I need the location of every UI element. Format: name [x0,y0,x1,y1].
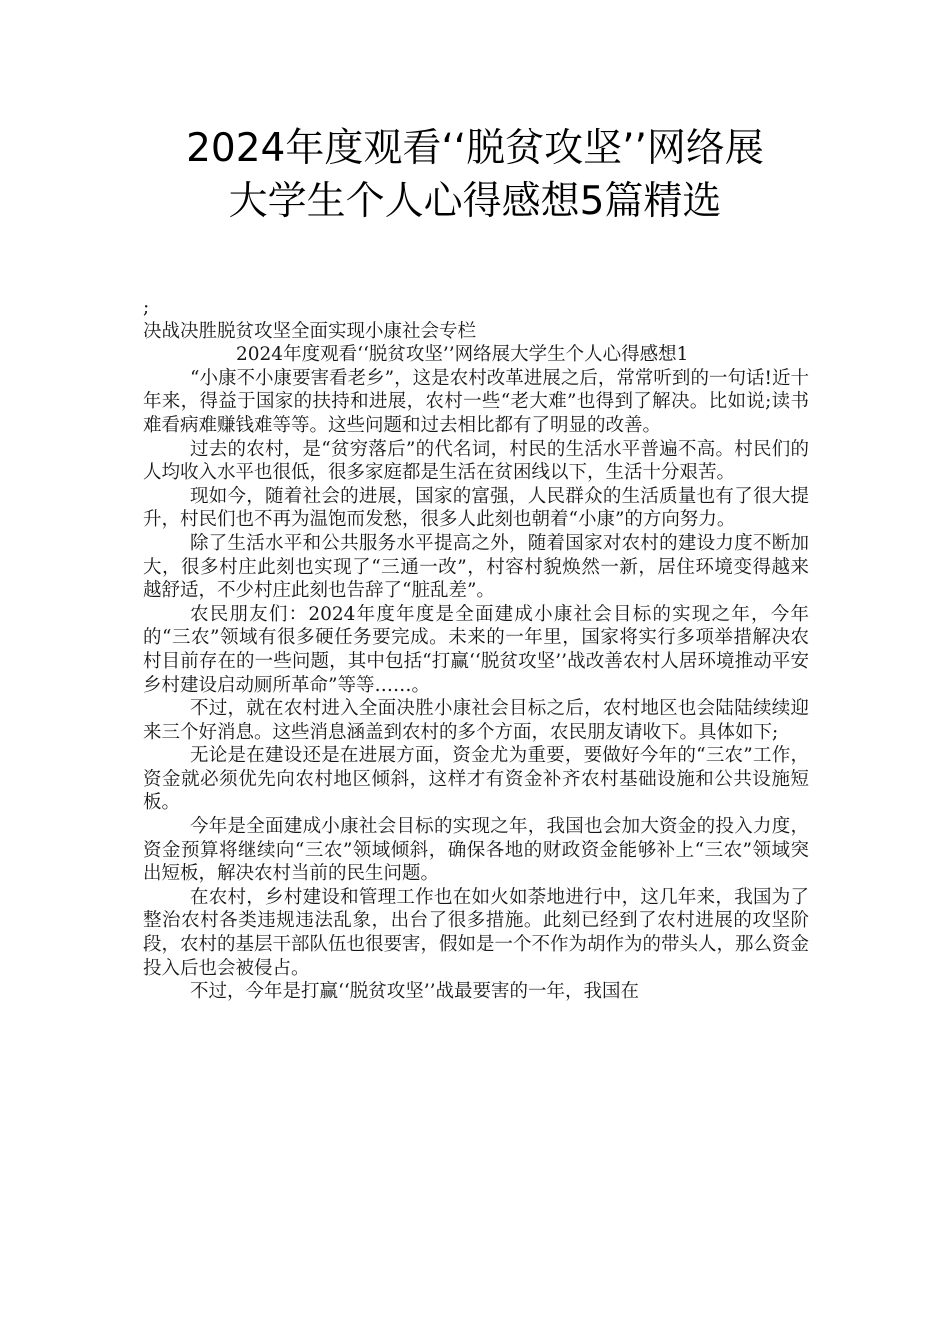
document-body [143,296,809,1004]
paragraph: 现如今，随着社会的进展，国家的富强，人民群众的生活质量也有了很大提升，村民们也不再为温饱而发愁，很多人此刻也朝着“小康”的方向努力。 [143,485,809,531]
paragraph: 过去的农村，是“贫穷落后”的代名词，村民的生活水平普遍不高。村民们的人均收入水平也很低，很多家庭都是生活在贫困线以下，生活十分艰苦。 [143,438,809,484]
paragraph: 农民朋友们：2024年度年度是全面建成小康社会目标的实现之年，今年的“三农”领域有很多硬任务要完成。未来的一年里，国家将实行多项举措解决农村目前存在的一些问题，其中包括“打赢‘‘脱贫攻坚’’战改善农村人居环境推动平安乡村建设启动厕所革命”等等……。 [143,603,809,696]
article-subtitle: 2024年度观看‘‘脱贫攻坚’’网络展大学生个人心得感想1 [236,344,689,366]
title-line-2: 大学生个人心得感想5篇精选 [228,179,722,224]
paragraph: “小康不小康要害看老乡”，这是农村改革进展之后，常常听到的一句话!近十年来，得益于国家的扶持和进展，农村一些“老大难”也得到了解决。比如说;读书难看病难赚钱难等等。这些问题和过去相比都有了明显的改善。 [143,367,809,436]
paragraph: 在农村，乡村建设和管理工作也在如火如荼地进行中，这几年来，我国为了整治农村各类违规违法乱象，出台了很多措施。此刻已经到了农村进展的攻坚阶段，农村的基层干部队伍也很要害，假如是一个不作为胡作为的带头人，那么资金投入后也会被侵占。 [143,886,810,979]
title-line-1: 2024年度观看‘‘脱贫攻坚’’网络展 [186,126,764,171]
paragraph: 不过，今年是打赢‘‘脱贫攻坚’’战最要害的一年，我国在 [190,981,640,1003]
document-title [120,122,830,228]
paragraph: 不过，就在农村进入全面决胜小康社会目标之后，农村地区也会陆陆续续迎来三个好消息。这些消息涵盖到农村的多个方面，农民朋友请收下。具体如下; [143,698,809,743]
section-marker: ; [143,297,150,318]
paragraph: 无论是在建设还是在进展方面，资金尤为重要，要做好今年的“三农”工作，资金就必须优先向农村地区倾斜，这样才有资金补齐农村基础设施和公共设施短板。 [143,745,809,814]
paragraph: 今年是全面建成小康社会目标的实现之年，我国也会加大资金的投入力度，资金预算将继续向“三农”领域倾斜，确保各地的财政资金能够补上“三农”领域突出短板，解决农村当前的民生问题。 [143,816,809,885]
column-title: 决战决胜脱贫攻坚全面实现小康社会专栏 [143,320,477,342]
paragraph: 除了生活水平和公共服务水平提高之外，随着国家对农村的建设力度不断加大，很多村庄此刻也实现了“三通一改”，村容村貌焕然一新，居住环境变得越来越舒适，不少村庄此刻也告辞了“脏乱差”。 [143,532,809,602]
